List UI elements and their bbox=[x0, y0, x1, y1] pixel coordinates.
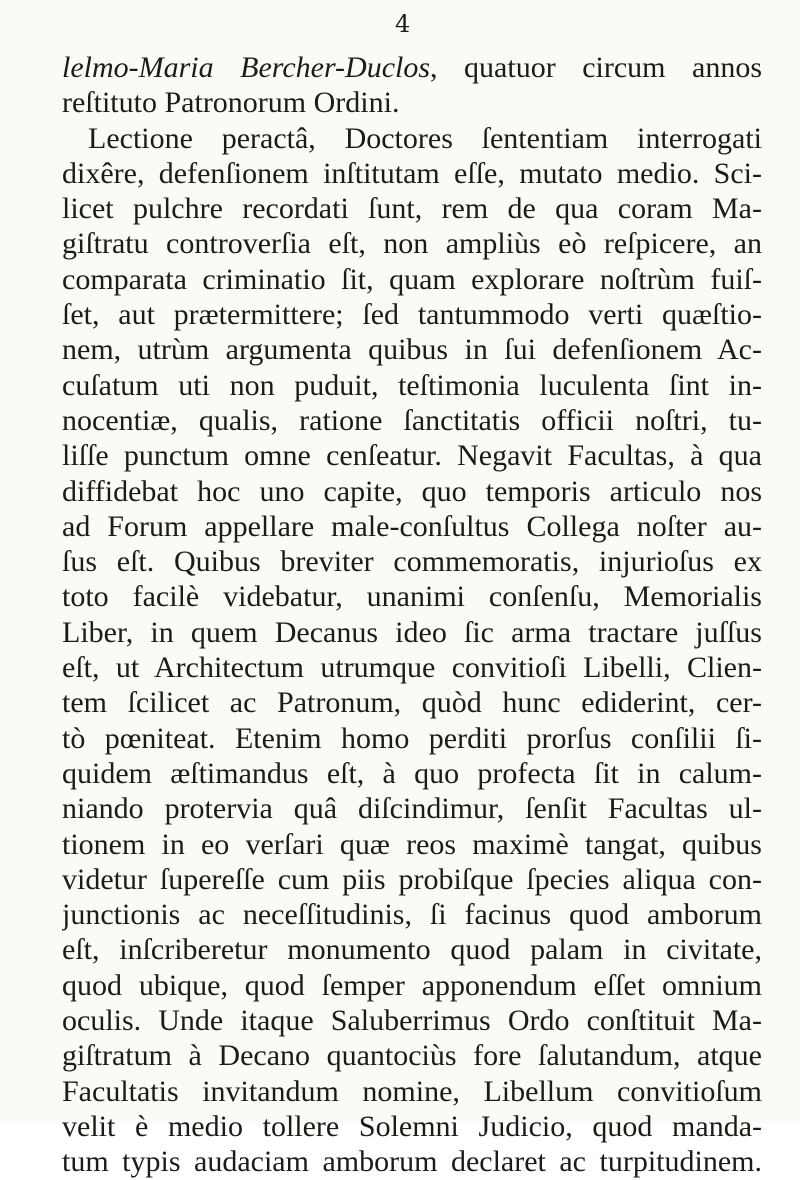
name-text: lelmo-Maria Bercher-Duclos bbox=[62, 51, 431, 84]
text-line: toto facilè videbatur, unanimi conſenſu, Memorialis bbox=[62, 580, 762, 614]
page-number: 4 bbox=[395, 10, 411, 38]
text-line: tionem in eo verſari quæ reos maximè tangat, quibus bbox=[62, 827, 762, 861]
text-line: comparata criminatio ſit, quam explorare noſtrùm fuiſ- bbox=[62, 262, 762, 296]
text-line: cuſatum uti non puduit, teſtimonia luculenta ſint in- bbox=[62, 368, 762, 402]
text-line: videtur ſupereſſe cum piis probiſque ſpecies aliqua con- bbox=[62, 862, 762, 896]
text-line: nem, utrùm argumenta quibus in ſui defenſionem Ac- bbox=[62, 333, 762, 367]
text-line: oculis. Unde itaque Saluberrimus Ordo conſtituit Ma- bbox=[62, 1004, 762, 1038]
text-line: giſtratum à Decano quantociùs fore ſalutandum, atque bbox=[62, 1039, 762, 1073]
text-line: ad Forum appellare male-conſultus Collega noſter au- bbox=[62, 509, 762, 543]
text-line: eſt, ut Architectum utrumque convitioſi Libelli, Clien- bbox=[62, 651, 762, 685]
text-line: nocentiæ, qualis, ratione ſanctitatis officii noſtri, tu- bbox=[62, 403, 762, 437]
text-line: junctionis ac neceſſitudinis, ſi facinus quod amborum bbox=[62, 898, 762, 932]
text-line: quod ubique, quod ſemper apponendum eſſet omnium bbox=[62, 968, 762, 1002]
text-line: Lectione peractâ, Doctores ſententiam interrogati bbox=[88, 121, 762, 155]
text-line: Facultatis invitandum nomine, Libellum convitioſum bbox=[62, 1074, 762, 1108]
text-line: giſtratu controverſia eſt, non ampliùs eò reſpicere, an bbox=[62, 227, 762, 261]
text-line: tem ſcilicet ac Patronum, quòd hunc ediderint, cer- bbox=[62, 686, 762, 720]
text-line: liſſe punctum omne cenſeatur. Negavit Facultas, à qua bbox=[62, 439, 762, 473]
text-line: eſt, inſcriberetur monumento quod palam in civitate, bbox=[62, 933, 762, 967]
text-line: ſet, aut prætermittere; ſed tantummodo verti quæſtio- bbox=[62, 298, 762, 332]
text-line-continuation: , quatuor circum annos bbox=[430, 51, 762, 84]
text-line: quidem æſtimandus eſt, à quo profecta ſit in calum- bbox=[62, 756, 762, 790]
text-line: Liber, in quem Decanus ideo ſic arma tractare juſſus bbox=[62, 615, 762, 649]
text-line: ſus eſt. Quibus breviter commemoratis, injurioſus ex bbox=[62, 545, 762, 579]
body-text bbox=[62, 50, 762, 1180]
text-line bbox=[62, 50, 762, 85]
text-line: tum typis audaciam amborum declaret ac turpitudinem. bbox=[62, 1145, 762, 1179]
text-line: velit è medio tollere Solemni Judicio, quod manda- bbox=[62, 1109, 762, 1143]
text-line: niando protervia quâ diſcindimur, ſenſit Facultas ul- bbox=[62, 792, 762, 826]
text-line: tò pœniteat. Etenim homo perditi prorſus conſilii ſi- bbox=[62, 721, 762, 755]
text-line: licet pulchre recordati ſunt, rem de qua coram Ma- bbox=[62, 192, 762, 226]
text-line: reſtituto Patronorum Ordini. bbox=[62, 86, 400, 120]
text-line: dixêre, defenſionem inſtitutam eſſe, mutato medio. Sci- bbox=[62, 156, 762, 190]
text-line: diffidebat hoc uno capite, quo temporis articulo nos bbox=[62, 474, 762, 508]
